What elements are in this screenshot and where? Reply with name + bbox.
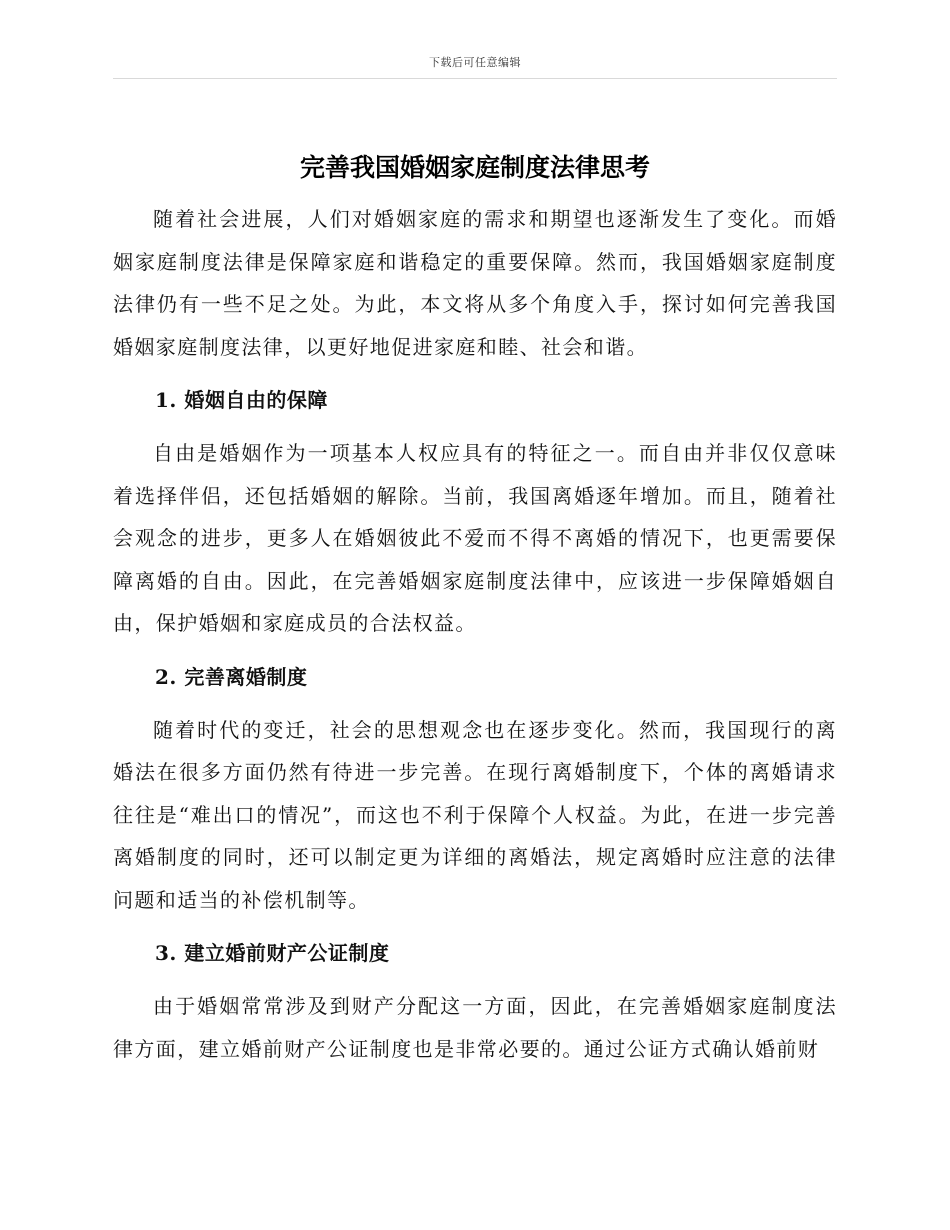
section-paragraph: 由于婚姻常常涉及到财产分配这一方面，因此，在完善婚姻家庭制度法律方面，建立婚前财产公证制度也是非常必要的。通过公证方式确认婚前财 — [113, 994, 837, 1061]
section-paragraph: 自由是婚姻作为一项基本人权应具有的特征之一。而自由并非仅仅意味着选择伴侣，还包括婚姻的解除。当前，我国离婚逐年增加。而且，随着社会观念的进步，更多人在婚姻彼此不爱而不得不离婚的情况下，也更需要保障离婚的自由。因此，在完善婚姻家庭制度法律中，应该进一步保障婚姻自由，保护婚姻和家庭成员的合法权益。 — [113, 441, 837, 635]
section-heading: 2. 完善离婚制度 — [155, 664, 308, 689]
section-heading: 1. 婚姻自由的保障 — [155, 388, 328, 412]
document-title: 完善我国婚姻家庭制度法律思考 — [299, 153, 650, 182]
section-heading: 3. 建立婚前财产公证制度 — [155, 941, 390, 965]
header-note: 下载后可任意编辑 — [429, 56, 521, 69]
intro-paragraph: 随着社会进展，人们对婚姻家庭的需求和期望也逐渐发生了变化。而婚姻家庭制度法律是保障家庭和谐稳定的重要保障。然而，我国婚姻家庭制度法律仍有一些不足之处。为此，本文将从多个角度入手，探讨如何完善我国婚姻家庭制度法律，以更好地促进家庭和睦、社会和谐。 — [113, 207, 837, 359]
section-paragraph: 随着时代的变迁，社会的思想观念也在逐步变化。然而，我国现行的离婚法在很多方面仍然有待进一步完善。在现行离婚制度下，个体的离婚请求往往是“难出口的情况”，而这也不利于保障个人权益。为此，在进一步完善离婚制度的同时，还可以制定更为详细的离婚法，规定离婚时应注意的法律问题和适当的补偿机制等。 — [113, 717, 837, 912]
header-divider — [113, 78, 837, 79]
document-body — [113, 148, 837, 1070]
